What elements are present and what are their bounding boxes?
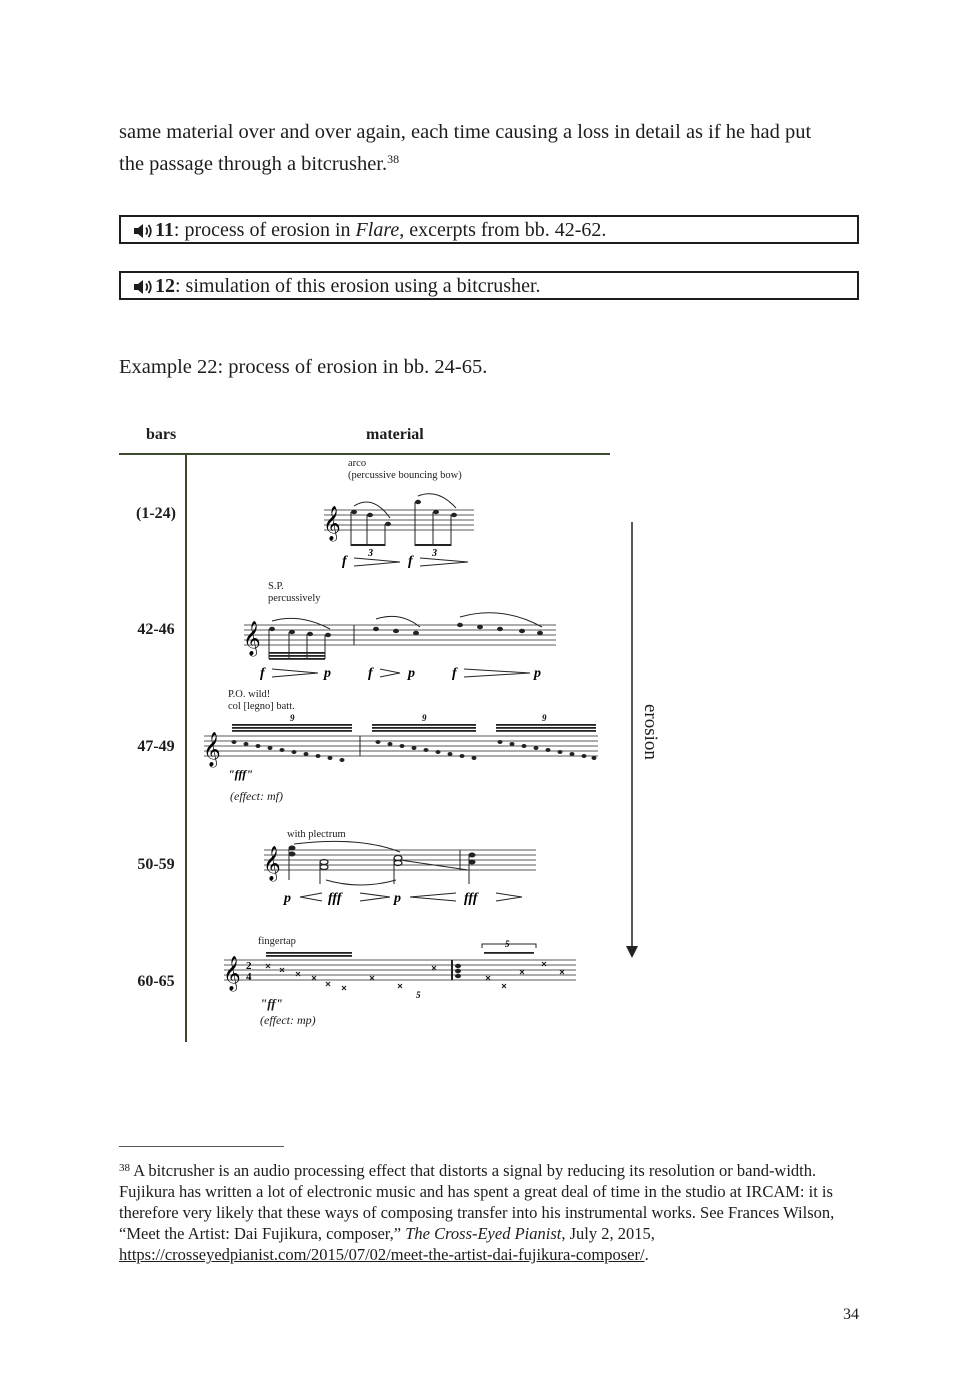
bar-label-row-3: 47-49 [137, 738, 175, 755]
dynamic-row-5: "ff" [260, 996, 283, 1011]
body-paragraph [119, 116, 879, 180]
svg-text:𝄞: 𝄞 [223, 956, 241, 991]
annotation-row-3: P.O. wild! col [legno] batt. [228, 689, 295, 712]
erosion-label: erosion [640, 704, 661, 760]
svg-text:3: 3 [368, 548, 373, 559]
effect-dynamic-row-5: (effect: mp) [260, 1013, 316, 1027]
annotation-row-2: S.P. percussively [268, 581, 321, 604]
header-bars: bars [146, 426, 177, 443]
bar-label-row-1: (1-24) [136, 505, 176, 522]
annotation-row-5: fingertap [258, 936, 296, 947]
speaker-icon[interactable] [133, 276, 155, 302]
annotation-row-4: with plectrum [287, 829, 346, 840]
music-excerpt-row-1 [318, 490, 478, 569]
svg-text:3: 3 [432, 548, 437, 559]
footnote-link[interactable]: https://crosseyedpianist.com/2015/07/02/meet-the-artist-dai-fujikura-composer/ [119, 1245, 645, 1264]
svg-text:𝄞: 𝄞 [203, 732, 221, 767]
speaker-icon[interactable] [133, 220, 155, 246]
svg-text:f: f [342, 554, 347, 569]
svg-text:5: 5 [416, 990, 421, 1000]
svg-text:f: f [368, 666, 373, 681]
header-rule [119, 453, 610, 455]
music-excerpt-row-2 [240, 605, 560, 681]
music-excerpt-row-4 [260, 840, 540, 906]
svg-text:9: 9 [422, 713, 427, 723]
annotation-row-1: arco (percussive bouncing bow) [348, 458, 462, 481]
svg-text:9: 9 [290, 713, 295, 723]
svg-text:f: f [452, 666, 457, 681]
svg-text:fff: fff [464, 891, 478, 906]
audio-number: 11 [155, 219, 174, 241]
svg-text:4: 4 [246, 971, 252, 983]
footnote-number: 38 [119, 1162, 130, 1174]
svg-text:p: p [534, 666, 541, 681]
svg-text:p: p [408, 666, 415, 681]
effect-dynamic-row-3: (effect: mf) [230, 789, 283, 803]
footnote-reference[interactable]: 38 [387, 152, 400, 166]
bar-label-row-5: 60-65 [137, 973, 175, 990]
example-caption: Example 22: process of erosion in bb. 24-65. [119, 356, 488, 378]
svg-text:p: p [324, 666, 331, 681]
svg-text:f: f [260, 666, 265, 681]
treble-clef-icon: 𝄞 [323, 506, 341, 541]
paragraph-line-2: the passage through a bitcrusher.$^{38}$ [119, 152, 400, 175]
page-number: 34 [843, 1306, 859, 1323]
svg-text:5: 5 [505, 939, 510, 949]
svg-text:p: p [394, 891, 401, 906]
bar-label-row-2: 42-46 [137, 621, 175, 638]
footnote-rule [119, 1146, 284, 1147]
footnote-38: $^{38}$ A bitcrusher is an audio processing effect that distorts a signal by reducing its resolution or band-width. Fujikura has written a lot of electronic music and has spent a great deal of time in the studio at IRCAM: it is therefore very likely that these ways of composing transfer into his instrumental works. See Frances Wilson, “Meet the Artist: Dai Fujikura, composer,” The Cross-Eyed Pianist, July 2, 2015, https://crosseyedpianist.com/2015/07/02/meet-the-artist-dai-fujikura-composer/. [119, 1161, 835, 1264]
svg-text:fff: fff [328, 891, 342, 906]
svg-text:p: p [284, 891, 291, 906]
svg-text:"fff": "fff" [228, 767, 253, 781]
svg-text:2: 2 [246, 960, 252, 972]
header-material: material [366, 426, 424, 443]
svg-text:9: 9 [542, 713, 547, 723]
audio-example-11[interactable]: 11: process of erosion in Flare, excerpts from bb. 42-62. [119, 215, 859, 244]
audio-number: 12 [155, 275, 175, 297]
bar-label-row-4: 50-59 [137, 856, 175, 873]
svg-text:𝄞: 𝄞 [243, 621, 261, 656]
paragraph-line-1: same material over and over again, each time causing a loss in detail as if he had put [119, 121, 812, 143]
audio-example-12[interactable]: 12: simulation of this erosion using a bitcrusher. [119, 271, 859, 300]
svg-text:𝄞: 𝄞 [263, 846, 281, 881]
music-excerpt-row-3 [200, 712, 602, 782]
erosion-arrow-icon [624, 520, 640, 960]
svg-text:f: f [408, 554, 413, 569]
